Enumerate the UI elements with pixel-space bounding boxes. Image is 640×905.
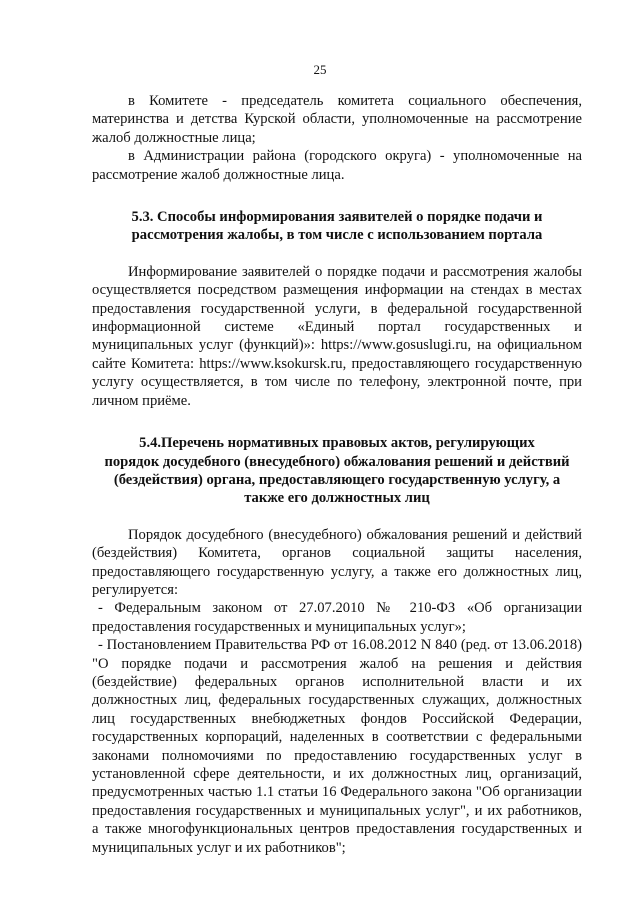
section-5-4-heading-line-3: (бездействия) органа, предоставляющего государственную услугу, а [113, 471, 561, 488]
section-5-3-heading-line-1: 5.3. Способы информирования заявителей о порядке подачи и [131, 209, 543, 226]
spacer [92, 184, 582, 208]
page-number: 25 [313, 62, 327, 77]
section-5-4-heading [92, 434, 582, 508]
legal-act-item-government-resolution: - Постановлением Правительства РФ от 16.08.2012 N 840 (ред. от 13.06.2018) "О порядке подачи и рассмотрения жалоб на решения и действия (бездействие) федеральных органов исполнительной власти и их должностных лиц, федеральных государственных служащих, должностных лиц государственных внебюджетных фондов Российской Федерации, государственных корпораций, наделенных в соответствии с федеральными законами полномочиями по предоставлению государственных услуг в установленной сфере деятельности, и их должностных лиц, организаций, предусмотренных частью 1.1 статьи 16 Федерального закона "Об организации предоставления государственных и муниципальных услуг", и их работников, а также многофункциональных центров предоставления государственных и муниципальных услуг и их работников"; [92, 637, 582, 856]
section-5-4-heading-line-1: 5.4.Перечень нормативных правовых актов, регулирующих [139, 435, 535, 452]
section-5-3-body: Информирование заявителей о порядке подачи и рассмотрения жалобы осуществляется посредством размещения информации на стендах в местах предоставления государственной услуги, в федеральной государственной информационной системе «Единый портал государственных и муниципальных услуг (функций)»: https://www.gosuslugi.ru, на официальном сайте Комитета: https://www.ksokursk.ru, предоставляющего государственную услугу осуществляется, в том числе по телефону, электронной почте, при личном приёме. [92, 263, 582, 409]
legal-act-item-federal-law: - Федеральным законом от 27.07.2010 № 210-ФЗ «Об организации предоставления государственных и муниципальных услуг»; [92, 600, 582, 635]
intro-paragraph-administration: в Администрации района (городского округа) - уполномоченные на рассмотрение жалоб должностные лица. [92, 148, 582, 183]
section-5-4-intro: Порядок досудебного (внесудебного) обжалования решений и действий (бездействия) Комитета, органов социальной защиты населения, предоставляющего государственную услугу, а также его должностных лиц, регулируется: [92, 526, 582, 598]
section-5-3-heading [92, 208, 582, 245]
section-5-3-heading-line-2: рассмотрения жалобы, в том числе с использованием портала [131, 227, 543, 244]
section-5-4-heading-line-4: также его должностных лиц [244, 490, 430, 507]
page-content [92, 92, 582, 857]
spacer [92, 410, 582, 434]
spacer [92, 508, 582, 526]
spacer [92, 245, 582, 263]
intro-paragraph-committee: в Комитете - председатель комитета социального обеспечения, материнства и детства Курской области, уполномоченные на рассмотрение жалоб должностные лица; [92, 93, 582, 146]
section-5-4-heading-line-2: порядок досудебного (внесудебного) обжалования решений и действий [104, 453, 570, 470]
